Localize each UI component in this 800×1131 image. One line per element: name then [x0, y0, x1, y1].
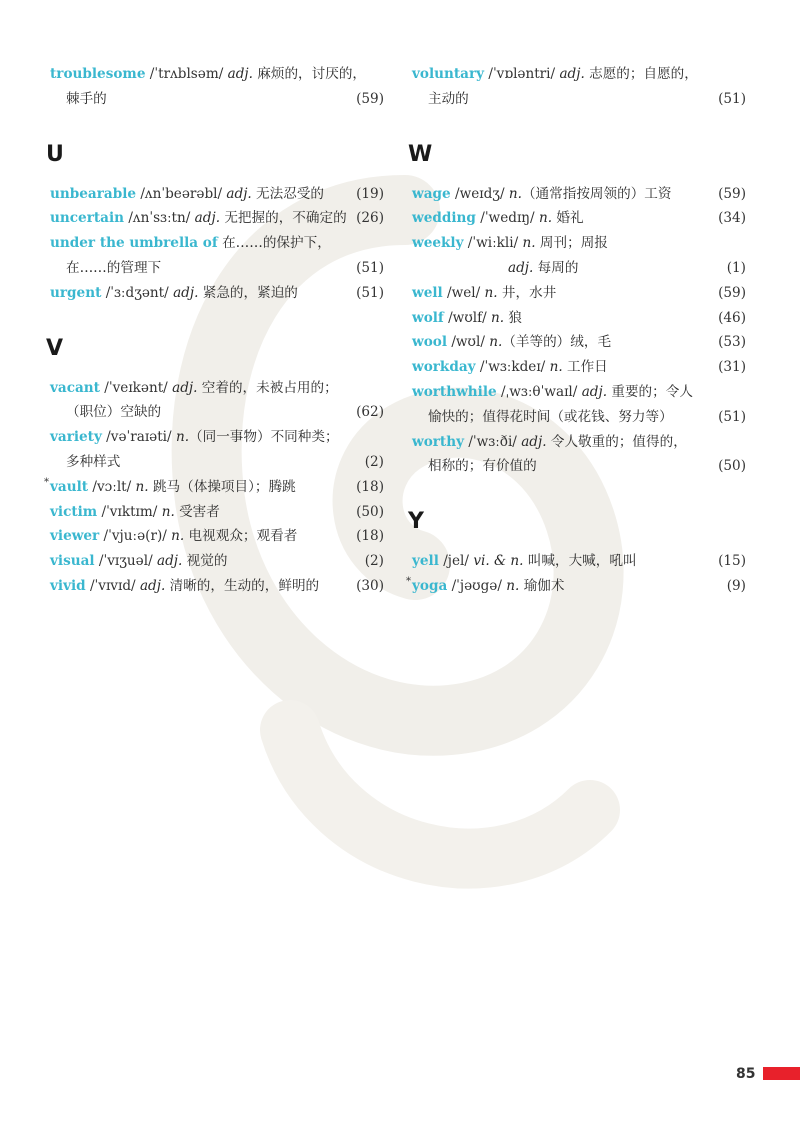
entry-page-ref: (51) — [356, 259, 384, 276]
entry-page-ref: (51) — [356, 284, 384, 301]
entry-gloss: 跳马（体操项目）；腾跳 — [148, 478, 296, 495]
entry-headword: worthy — [412, 433, 464, 450]
dictionary-entry — [50, 549, 384, 574]
entry-gloss: 麻烦的，讨厌的， — [252, 66, 367, 82]
entry-gloss: 工作日 — [562, 359, 608, 376]
entry-gloss-continued: 棘手的 — [66, 90, 107, 107]
entry-part-of-speech: adj. — [559, 66, 585, 82]
entry-phonetic: /ˈvjuːə(r)/ — [99, 528, 172, 545]
entry-first-line — [412, 62, 746, 87]
entry-part-of-speech: adj. — [521, 433, 547, 450]
entry-gloss: 井，水井 — [497, 284, 557, 301]
entry-page-ref: (34) — [718, 210, 746, 227]
entry-text — [50, 549, 227, 574]
dictionary-entry — [412, 62, 746, 112]
entry-extra-sense — [508, 256, 578, 281]
dictionary-entry — [50, 281, 384, 306]
entry-first-line — [50, 549, 384, 574]
entry-text — [50, 231, 331, 256]
entry-headword: yell — [412, 553, 439, 570]
entry-phonetic: /wel/ — [442, 284, 485, 301]
entry-text — [412, 62, 698, 87]
entry-first-line — [412, 231, 746, 256]
entry-gloss: 周刊；周报 — [535, 235, 608, 252]
entry-first-line — [50, 376, 384, 401]
entry-text — [50, 475, 296, 500]
entry-part-of-speech: adj. — [581, 383, 608, 400]
entry-phonetic: /weɪdʒ/ — [450, 185, 509, 202]
entry-headword: vivid — [50, 577, 86, 594]
entry-page-ref: (59) — [718, 185, 746, 202]
entry-headword: variety — [50, 429, 102, 446]
entry-extra-sense-line — [412, 256, 746, 281]
entry-gloss: （羊等的）绒，毛 — [502, 334, 612, 351]
entry-part-of-speech: adj. — [173, 284, 199, 301]
entry-part-of-speech: n. — [538, 210, 553, 227]
entry-gloss: 狼 — [504, 309, 523, 326]
entry-gloss: 志愿的；自愿的， — [584, 66, 698, 82]
entry-part-of-speech: vi. & n. — [473, 553, 524, 570]
dictionary-entry — [50, 574, 384, 599]
entry-gloss: 空着的，未被占用的； — [197, 379, 338, 396]
entry-gloss: 在……的保护下， — [222, 235, 331, 252]
entry-page-ref: (18) — [356, 528, 384, 545]
entry-text — [412, 281, 556, 306]
entry-gloss: （通常指按周领的）工资 — [521, 185, 672, 202]
entry-text — [412, 306, 522, 331]
entry-page-ref: (15) — [718, 553, 746, 570]
entry-phonetic: /ˈwɜːkdeɪ/ — [475, 359, 550, 376]
entry-phonetic: /ˈwedɪŋ/ — [475, 210, 539, 227]
entry-first-line — [412, 549, 746, 574]
dictionary-entry — [412, 355, 746, 380]
entry-text — [50, 425, 339, 450]
entry-headword: viewer — [50, 528, 100, 545]
entry-continuation-line — [412, 454, 746, 479]
dictionary-entry — [50, 524, 384, 549]
entry-part-of-speech: n. — [549, 359, 563, 376]
entry-first-line — [50, 574, 384, 599]
entry-continuation-line — [50, 256, 384, 281]
entry-continuation-line — [412, 87, 746, 112]
dictionary-entry — [412, 206, 746, 231]
dictionary-entry — [412, 182, 746, 207]
entry-first-line — [50, 62, 384, 87]
entry-phonetic: /vɔːlt/ — [88, 478, 136, 495]
entry-part-of-speech: adj. — [194, 210, 221, 227]
entry-part-of-speech: n. — [135, 478, 149, 495]
dictionary-entry — [50, 376, 384, 426]
dictionary-entry — [50, 231, 384, 281]
entry-phonetic: /ˌwɜːθˈwaɪl/ — [496, 383, 582, 400]
entry-gloss: 无法忍受的 — [251, 185, 325, 202]
entry-headword: yoga — [412, 577, 448, 594]
entry-gloss: 视觉的 — [182, 553, 228, 570]
entry-page-ref: (9) — [726, 577, 746, 594]
entry-phonetic: /wʊlf/ — [443, 309, 492, 326]
entry-phonetic: /ˈwɜːði/ — [464, 433, 522, 450]
entry-continuation-line — [50, 400, 384, 425]
entry-headword: wage — [412, 185, 451, 202]
entry-phonetic: /ˈɜːdʒənt/ — [101, 284, 174, 301]
entry-text — [412, 231, 608, 256]
entry-headword: weekly — [412, 235, 464, 252]
entry-part-of-speech: n. — [491, 309, 505, 326]
section-letter: Y — [408, 509, 424, 535]
entry-first-line — [412, 574, 746, 599]
entry-page-ref: (1) — [726, 259, 746, 276]
entry-phonetic: /ˈvɪʒuəl/ — [94, 553, 157, 570]
entry-text — [50, 281, 298, 306]
entry-gloss-continued: 多种样式 — [66, 453, 121, 470]
entry-page-ref: (26) — [356, 210, 384, 227]
entry-headword: troublesome — [50, 66, 146, 82]
entry-phonetic: /ʌnˈsɜːtn/ — [124, 210, 195, 227]
entry-first-line — [50, 524, 384, 549]
entry-part-of-speech: adj. — [156, 553, 183, 570]
entry-phonetic: /ˈvɪvɪd/ — [85, 577, 140, 594]
entry-first-line — [412, 330, 746, 355]
dictionary-entry — [412, 231, 746, 281]
entry-gloss: 每周的 — [533, 259, 579, 276]
entry-page-ref: (46) — [718, 309, 746, 326]
dictionary-entry — [50, 500, 384, 525]
entry-phonetic: /vəˈraɪəti/ — [101, 429, 176, 446]
entry-gloss: 紧急的，紧迫的 — [198, 284, 298, 301]
entry-page-ref: (31) — [718, 359, 746, 376]
entry-first-line — [412, 380, 746, 405]
entry-part-of-speech: n. — [522, 235, 536, 252]
entry-page-ref: (50) — [718, 458, 746, 475]
entry-phonetic: /ˈtrʌblsəm/ — [145, 66, 228, 82]
entry-part-of-speech: n. — [489, 334, 503, 351]
entry-phonetic: /ˈvɪktɪm/ — [97, 503, 162, 520]
page-accent-bar — [763, 1067, 800, 1080]
entry-phonetic: /ʌnˈbeərəbl/ — [136, 185, 227, 202]
entry-first-line — [50, 281, 384, 306]
entry-star-mark: * — [44, 476, 49, 488]
entry-page-ref: (18) — [356, 478, 384, 495]
entry-gloss-continued: 愉快的；值得花时间（或花钱、努力等） — [428, 408, 673, 425]
entry-headword: visual — [50, 553, 95, 570]
entry-headword: under the umbrella of — [50, 235, 218, 252]
entry-text — [50, 524, 297, 549]
entry-part-of-speech: n. — [175, 429, 190, 446]
entry-gloss: 瑜伽术 — [519, 577, 565, 594]
entry-first-line — [412, 430, 746, 455]
dictionary-entry — [412, 281, 746, 306]
entry-text — [50, 376, 338, 401]
entry-part-of-speech: adj. — [226, 185, 252, 202]
entry-part-of-speech: n. — [171, 528, 185, 545]
entry-phonetic: /wʊl/ — [447, 334, 490, 351]
entry-star-mark: * — [406, 575, 411, 587]
entry-headword: wedding — [412, 210, 476, 227]
entry-first-line — [412, 355, 746, 380]
entry-gloss: 婚礼 — [552, 210, 584, 227]
entry-first-line — [412, 206, 746, 231]
entry-text — [50, 574, 319, 599]
right-column — [406, 62, 746, 599]
entry-gloss: 令人敬重的；值得的， — [546, 433, 687, 450]
dictionary-entry — [44, 475, 384, 500]
dictionary-entry — [412, 549, 746, 574]
entry-text — [412, 182, 672, 207]
entry-text — [412, 430, 687, 455]
entry-headword: worthwhile — [412, 383, 497, 400]
entry-part-of-speech: n. — [484, 284, 498, 301]
entry-part-of-speech: adj. — [172, 379, 198, 396]
entry-text — [412, 330, 611, 355]
entry-headword: vacant — [50, 379, 100, 396]
entry-part-of-speech: adj. — [139, 577, 166, 594]
entry-part-of-speech: n. — [161, 503, 175, 520]
entry-page-ref: (51) — [718, 90, 746, 107]
entry-gloss: 清晰的，生动的，鲜明的 — [165, 577, 320, 594]
dictionary-entry — [412, 330, 746, 355]
entry-first-line — [50, 500, 384, 525]
entry-headword: voluntary — [412, 66, 485, 82]
entry-headword: urgent — [50, 284, 102, 301]
entry-first-line — [50, 475, 384, 500]
entry-page-ref: (2) — [364, 553, 384, 570]
entry-first-line — [412, 182, 746, 207]
entry-headword: wolf — [412, 309, 444, 326]
entry-first-line — [50, 206, 384, 231]
entry-page-ref: (53) — [718, 334, 746, 351]
entry-gloss: 重要的；令人 — [607, 383, 693, 400]
entry-text — [412, 206, 584, 231]
entry-gloss-continued: 在……的管理下 — [66, 259, 162, 276]
entry-page-ref: (19) — [356, 185, 384, 202]
entry-first-line — [412, 281, 746, 306]
entry-text — [50, 62, 366, 87]
page-number: 85 — [736, 1066, 756, 1082]
entry-part-of-speech: adj. — [227, 66, 253, 82]
entry-gloss-continued: 相称的；有价值的 — [428, 458, 537, 475]
section-letter: U — [46, 141, 64, 167]
entry-gloss: （同一事物）不同种类； — [189, 429, 339, 446]
entry-phonetic: /jel/ — [438, 553, 474, 570]
dictionary-entry — [50, 62, 384, 112]
entry-headword: well — [412, 284, 443, 301]
dictionary-entry — [412, 380, 746, 430]
entry-continuation-line — [412, 405, 746, 430]
left-column — [44, 62, 384, 599]
entry-text — [50, 206, 347, 231]
entry-text — [412, 574, 564, 599]
entry-headword: uncertain — [50, 210, 124, 227]
entry-gloss-continued: 主动的 — [428, 90, 469, 107]
entry-text — [412, 355, 608, 380]
entry-continuation-line — [50, 450, 384, 475]
entry-headword: wool — [412, 334, 447, 351]
entry-headword: unbearable — [50, 185, 137, 202]
entry-first-line — [50, 231, 384, 256]
entry-headword: workday — [412, 359, 476, 376]
dictionary-entry — [50, 182, 384, 207]
entry-gloss: 无把握的，不确定的 — [220, 210, 347, 227]
entry-first-line — [50, 182, 384, 207]
dictionary-entry — [412, 430, 746, 480]
entry-text — [50, 500, 220, 525]
entry-page-ref: (30) — [356, 577, 384, 594]
entry-page-ref: (59) — [356, 90, 384, 107]
entry-phonetic: /ˈveɪkənt/ — [99, 379, 173, 396]
entry-gloss: 受害者 — [174, 503, 220, 520]
entry-page-ref: (62) — [356, 404, 384, 421]
entry-gloss-continued: （职位）空缺的 — [66, 404, 162, 421]
dictionary-entry — [406, 574, 746, 599]
entry-phonetic: /ˈvɒləntri/ — [484, 66, 560, 82]
entry-part-of-speech: n. — [506, 577, 520, 594]
entry-continuation-line — [50, 87, 384, 112]
dictionary-entry — [50, 206, 384, 231]
entry-page-ref: (51) — [718, 408, 746, 425]
entry-text — [50, 182, 324, 207]
entry-page-ref: (59) — [718, 284, 746, 301]
entry-part-of-speech: adj. — [508, 259, 534, 276]
entry-headword: vault — [50, 478, 89, 495]
entry-first-line — [412, 306, 746, 331]
entry-headword: victim — [50, 503, 98, 520]
entry-phonetic: /ˈjəʊgə/ — [447, 577, 507, 594]
entry-page-ref: (50) — [356, 503, 384, 520]
entry-phonetic: /ˈwiːkli/ — [463, 235, 523, 252]
entry-gloss: 叫喊，大喊，吼叫 — [523, 553, 637, 570]
entry-first-line — [50, 425, 384, 450]
entry-part-of-speech: n. — [508, 185, 522, 202]
entry-text — [412, 380, 693, 405]
dictionary-entry — [412, 306, 746, 331]
entry-page-ref: (2) — [364, 453, 384, 470]
entry-text — [412, 549, 637, 574]
section-letter: V — [46, 335, 64, 361]
dictionary-entry — [50, 425, 384, 475]
entry-gloss: 电视观众；观看者 — [184, 528, 298, 545]
section-letter: W — [408, 141, 433, 167]
